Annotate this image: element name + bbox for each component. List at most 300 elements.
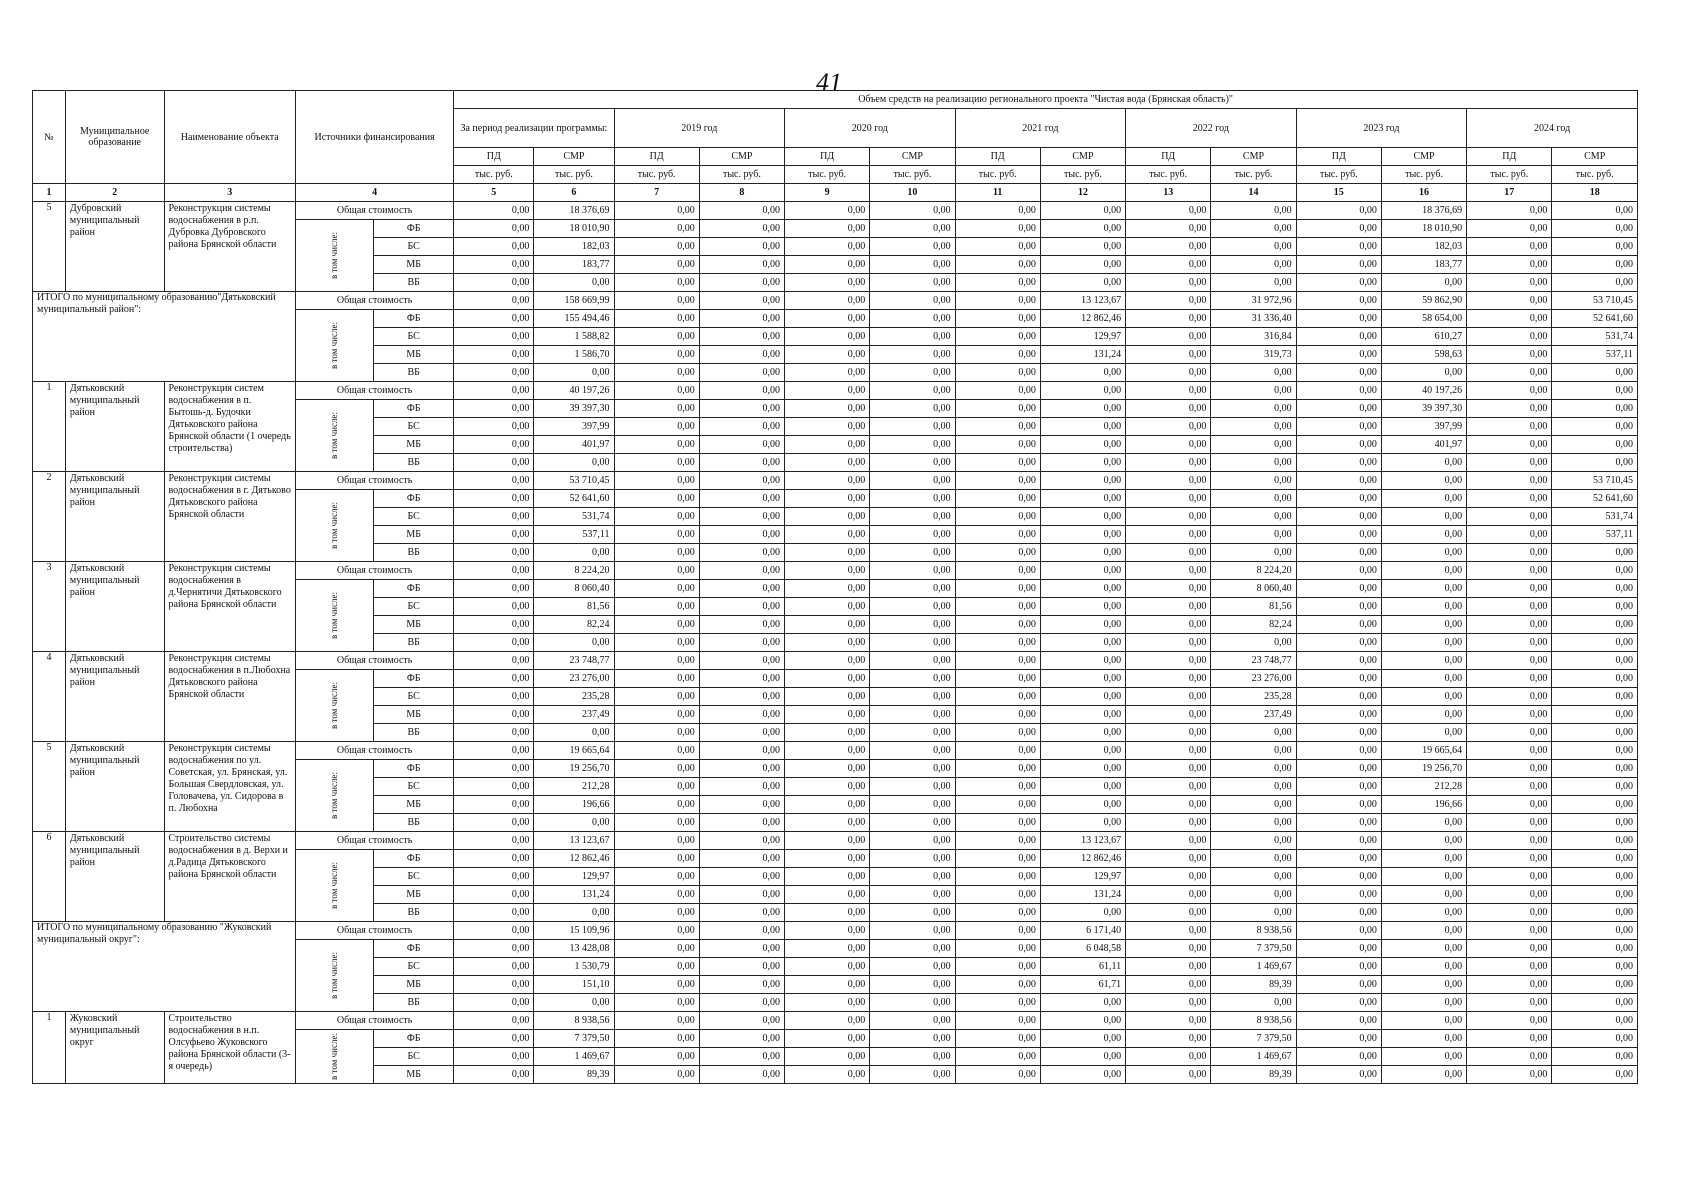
- value-cell: 0,00: [1381, 1066, 1466, 1084]
- value-cell: 0,00: [1467, 310, 1552, 328]
- value-cell: 0,00: [785, 814, 870, 832]
- value-cell: 0,00: [955, 1012, 1040, 1030]
- value-cell: 0,00: [1296, 634, 1381, 652]
- value-cell: 0,00: [699, 922, 784, 940]
- value-cell: 0,00: [1126, 760, 1211, 778]
- value-cell: 0,00: [699, 904, 784, 922]
- value-cell: 0,00: [1211, 220, 1296, 238]
- header-period: 2019 год: [614, 109, 785, 148]
- including-text: в том числе:: [329, 412, 340, 459]
- value-cell: 0,00: [1296, 1048, 1381, 1066]
- value-cell: 0,00: [785, 778, 870, 796]
- value-cell: 0,00: [870, 994, 955, 1012]
- value-cell: 0,00: [955, 544, 1040, 562]
- value-cell: 0,00: [1381, 1012, 1466, 1030]
- value-cell: 39 397,30: [534, 400, 614, 418]
- value-cell: 0,00: [1296, 742, 1381, 760]
- header-smr: СМР: [870, 148, 955, 166]
- value-cell: 0,00: [1126, 544, 1211, 562]
- value-cell: 0,00: [699, 706, 784, 724]
- value-cell: 0,00: [1126, 472, 1211, 490]
- value-cell: 0,00: [1552, 256, 1638, 274]
- value-cell: 0,00: [454, 220, 534, 238]
- value-cell: 0,00: [1467, 814, 1552, 832]
- value-cell: 0,00: [955, 958, 1040, 976]
- value-cell: 0,00: [1381, 958, 1466, 976]
- value-cell: 0,00: [1552, 850, 1638, 868]
- header-pd: ПД: [1296, 148, 1381, 166]
- value-cell: 212,28: [1381, 778, 1466, 796]
- value-cell: 0,00: [870, 832, 955, 850]
- value-cell: 0,00: [1126, 652, 1211, 670]
- value-cell: 0,00: [614, 238, 699, 256]
- value-cell: 0,00: [454, 886, 534, 904]
- value-cell: 0,00: [1552, 670, 1638, 688]
- value-cell: 0,00: [1296, 1012, 1381, 1030]
- value-cell: 0,00: [785, 472, 870, 490]
- value-cell: 0,00: [1040, 274, 1125, 292]
- value-cell: 0,00: [870, 616, 955, 634]
- value-cell: 0,00: [1552, 778, 1638, 796]
- value-cell: 0,00: [870, 1066, 955, 1084]
- value-cell: 59 862,90: [1381, 292, 1466, 310]
- value-cell: 0,00: [454, 310, 534, 328]
- value-cell: 0,00: [454, 562, 534, 580]
- including-text: в том числе:: [329, 1033, 340, 1080]
- source-label: БС: [374, 418, 454, 436]
- source-total-label: Общая стоимость: [296, 292, 454, 310]
- value-cell: 0,00: [1467, 220, 1552, 238]
- value-cell: 0,00: [1126, 328, 1211, 346]
- value-cell: 7 379,50: [1211, 940, 1296, 958]
- table-body: [33, 202, 1638, 1084]
- value-cell: 0,00: [614, 760, 699, 778]
- value-cell: 0,00: [1040, 994, 1125, 1012]
- row-index: 6: [33, 832, 66, 922]
- value-cell: 0,00: [1211, 490, 1296, 508]
- header-pd: ПД: [955, 148, 1040, 166]
- value-cell: 0,00: [1296, 202, 1381, 220]
- value-cell: 0,00: [1381, 976, 1466, 994]
- municipality-name: Дятьковский муниципальный район: [65, 832, 164, 922]
- value-cell: 0,00: [955, 580, 1040, 598]
- value-cell: 0,00: [1467, 598, 1552, 616]
- value-cell: 0,00: [1381, 1048, 1466, 1066]
- value-cell: 0,00: [1381, 904, 1466, 922]
- value-cell: 0,00: [614, 616, 699, 634]
- value-cell: 0,00: [870, 436, 955, 454]
- value-cell: 0,00: [785, 940, 870, 958]
- value-cell: 82,24: [1211, 616, 1296, 634]
- value-cell: 0,00: [870, 688, 955, 706]
- header-smr: СМР: [534, 148, 614, 166]
- value-cell: 0,00: [1296, 526, 1381, 544]
- value-cell: 31 972,96: [1211, 292, 1296, 310]
- header-unit: тыс. руб.: [1296, 166, 1381, 184]
- value-cell: 397,99: [534, 418, 614, 436]
- value-cell: 0,00: [1040, 220, 1125, 238]
- value-cell: 0,00: [955, 382, 1040, 400]
- header-no: №: [33, 91, 66, 184]
- header-pd: ПД: [1126, 148, 1211, 166]
- value-cell: 0,00: [785, 1030, 870, 1048]
- value-cell: 0,00: [785, 436, 870, 454]
- value-cell: 0,00: [614, 796, 699, 814]
- value-cell: 0,00: [614, 436, 699, 454]
- value-cell: 0,00: [870, 292, 955, 310]
- value-cell: 0,00: [614, 508, 699, 526]
- value-cell: 0,00: [534, 364, 614, 382]
- source-total-label: Общая стоимость: [296, 472, 454, 490]
- header-col-number: 13: [1126, 184, 1211, 202]
- value-cell: 0,00: [955, 274, 1040, 292]
- value-cell: 0,00: [785, 256, 870, 274]
- value-cell: 0,00: [454, 580, 534, 598]
- header-unit: тыс. руб.: [1040, 166, 1125, 184]
- value-cell: 0,00: [785, 976, 870, 994]
- funding-table: [32, 90, 1638, 1084]
- value-cell: 0,00: [1467, 562, 1552, 580]
- source-label: БС: [374, 868, 454, 886]
- value-cell: 0,00: [955, 346, 1040, 364]
- value-cell: 18 376,69: [534, 202, 614, 220]
- value-cell: 0,00: [1296, 292, 1381, 310]
- source-total-label: Общая стоимость: [296, 742, 454, 760]
- value-cell: 0,00: [454, 256, 534, 274]
- value-cell: 0,00: [1467, 652, 1552, 670]
- value-cell: 0,00: [1296, 220, 1381, 238]
- value-cell: 0,00: [614, 472, 699, 490]
- value-cell: 155 494,46: [534, 310, 614, 328]
- value-cell: 0,00: [870, 760, 955, 778]
- value-cell: 0,00: [454, 832, 534, 850]
- value-cell: 82,24: [534, 616, 614, 634]
- header-col-number: 12: [1040, 184, 1125, 202]
- value-cell: 0,00: [1552, 652, 1638, 670]
- source-label: ФБ: [374, 310, 454, 328]
- value-cell: 0,00: [454, 508, 534, 526]
- value-cell: 0,00: [1552, 760, 1638, 778]
- value-cell: 0,00: [1552, 616, 1638, 634]
- table-row: [33, 742, 1638, 760]
- value-cell: 19 665,64: [534, 742, 614, 760]
- value-cell: 0,00: [785, 634, 870, 652]
- value-cell: 196,66: [1381, 796, 1466, 814]
- value-cell: 0,00: [1211, 994, 1296, 1012]
- value-cell: 6 171,40: [1040, 922, 1125, 940]
- value-cell: 0,00: [1040, 364, 1125, 382]
- value-cell: 0,00: [1467, 670, 1552, 688]
- value-cell: 0,00: [1126, 364, 1211, 382]
- source-label: МБ: [374, 436, 454, 454]
- value-cell: 0,00: [955, 670, 1040, 688]
- value-cell: 0,00: [785, 346, 870, 364]
- value-cell: 0,00: [1040, 904, 1125, 922]
- value-cell: 0,00: [1467, 778, 1552, 796]
- value-cell: 0,00: [1467, 1030, 1552, 1048]
- value-cell: 0,00: [1381, 994, 1466, 1012]
- value-cell: 0,00: [785, 382, 870, 400]
- header-col-number: 15: [1296, 184, 1381, 202]
- value-cell: 0,00: [955, 688, 1040, 706]
- value-cell: 0,00: [1381, 724, 1466, 742]
- value-cell: 0,00: [614, 724, 699, 742]
- value-cell: 0,00: [534, 454, 614, 472]
- value-cell: 0,00: [870, 310, 955, 328]
- value-cell: 0,00: [955, 202, 1040, 220]
- value-cell: 0,00: [955, 454, 1040, 472]
- value-cell: 0,00: [1126, 1048, 1211, 1066]
- value-cell: 8 938,56: [1211, 922, 1296, 940]
- value-cell: 0,00: [1126, 346, 1211, 364]
- value-cell: 129,97: [1040, 868, 1125, 886]
- value-cell: 0,00: [1467, 202, 1552, 220]
- value-cell: 0,00: [1467, 1066, 1552, 1084]
- object-name: Реконструкция системы водоснабжения в п.Любохна Дятьковского района Брянской области: [164, 652, 296, 742]
- value-cell: 0,00: [870, 472, 955, 490]
- value-cell: 0,00: [1040, 436, 1125, 454]
- value-cell: 0,00: [1040, 688, 1125, 706]
- value-cell: 0,00: [1381, 814, 1466, 832]
- value-cell: 0,00: [1126, 382, 1211, 400]
- value-cell: 0,00: [1211, 778, 1296, 796]
- value-cell: 0,00: [454, 346, 534, 364]
- value-cell: 0,00: [1467, 994, 1552, 1012]
- including-text: в том числе:: [329, 682, 340, 729]
- value-cell: 0,00: [1040, 652, 1125, 670]
- total-label: ИТОГО по муниципальному образованию "Жуковский муниципальный округ":: [33, 922, 296, 1012]
- table-header: [33, 91, 1638, 202]
- value-cell: 0,00: [699, 382, 784, 400]
- value-cell: 8 060,40: [534, 580, 614, 598]
- value-cell: 0,00: [1211, 796, 1296, 814]
- value-cell: 183,77: [534, 256, 614, 274]
- value-cell: 23 748,77: [1211, 652, 1296, 670]
- value-cell: 0,00: [699, 472, 784, 490]
- value-cell: 0,00: [454, 958, 534, 976]
- value-cell: 0,00: [785, 958, 870, 976]
- value-cell: 13 428,08: [534, 940, 614, 958]
- source-total-label: Общая стоимость: [296, 1012, 454, 1030]
- value-cell: 0,00: [785, 760, 870, 778]
- value-cell: 0,00: [699, 688, 784, 706]
- value-cell: 0,00: [699, 1012, 784, 1030]
- source-label: БС: [374, 328, 454, 346]
- value-cell: 0,00: [1552, 364, 1638, 382]
- source-label: ФБ: [374, 580, 454, 598]
- value-cell: 0,00: [1296, 310, 1381, 328]
- value-cell: 0,00: [1211, 472, 1296, 490]
- value-cell: 0,00: [1467, 760, 1552, 778]
- value-cell: 0,00: [454, 688, 534, 706]
- value-cell: 12 862,46: [534, 850, 614, 868]
- value-cell: 0,00: [1126, 742, 1211, 760]
- value-cell: 52 641,60: [534, 490, 614, 508]
- value-cell: 0,00: [1296, 256, 1381, 274]
- value-cell: 0,00: [785, 508, 870, 526]
- value-cell: 0,00: [614, 904, 699, 922]
- value-cell: 0,00: [785, 400, 870, 418]
- value-cell: 0,00: [870, 814, 955, 832]
- value-cell: 0,00: [1467, 364, 1552, 382]
- value-cell: 0,00: [614, 994, 699, 1012]
- value-cell: 0,00: [699, 814, 784, 832]
- including-label: [296, 580, 374, 652]
- source-label: МБ: [374, 706, 454, 724]
- value-cell: 0,00: [614, 778, 699, 796]
- value-cell: 0,00: [785, 886, 870, 904]
- value-cell: 0,00: [454, 472, 534, 490]
- value-cell: 0,00: [1296, 670, 1381, 688]
- value-cell: 0,00: [1467, 1012, 1552, 1030]
- value-cell: 0,00: [1381, 634, 1466, 652]
- value-cell: 0,00: [534, 724, 614, 742]
- source-label: ФБ: [374, 670, 454, 688]
- value-cell: 0,00: [614, 256, 699, 274]
- value-cell: 0,00: [955, 886, 1040, 904]
- value-cell: 0,00: [1211, 832, 1296, 850]
- value-cell: 0,00: [785, 724, 870, 742]
- value-cell: 0,00: [870, 940, 955, 958]
- value-cell: 0,00: [1296, 724, 1381, 742]
- value-cell: 0,00: [1040, 472, 1125, 490]
- value-cell: 0,00: [1296, 688, 1381, 706]
- value-cell: 0,00: [699, 652, 784, 670]
- header-unit: тыс. руб.: [870, 166, 955, 184]
- including-text: в том числе:: [329, 232, 340, 279]
- value-cell: 0,00: [614, 1066, 699, 1084]
- value-cell: 0,00: [699, 940, 784, 958]
- value-cell: 0,00: [785, 796, 870, 814]
- source-label: ФБ: [374, 940, 454, 958]
- value-cell: 531,74: [1552, 508, 1638, 526]
- municipality-name: Дятьковский муниципальный район: [65, 382, 164, 472]
- value-cell: 0,00: [1211, 904, 1296, 922]
- value-cell: 316,84: [1211, 328, 1296, 346]
- value-cell: 0,00: [699, 256, 784, 274]
- value-cell: 61,11: [1040, 958, 1125, 976]
- value-cell: 0,00: [1381, 832, 1466, 850]
- value-cell: 0,00: [454, 868, 534, 886]
- header-period: 2023 год: [1296, 109, 1467, 148]
- value-cell: 158 669,99: [534, 292, 614, 310]
- value-cell: 0,00: [1552, 958, 1638, 976]
- header-col-number: 4: [296, 184, 454, 202]
- value-cell: 0,00: [1040, 526, 1125, 544]
- value-cell: 0,00: [454, 760, 534, 778]
- source-label: БС: [374, 508, 454, 526]
- value-cell: 0,00: [1552, 598, 1638, 616]
- value-cell: 0,00: [699, 580, 784, 598]
- including-label: [296, 850, 374, 922]
- value-cell: 0,00: [614, 886, 699, 904]
- value-cell: 0,00: [870, 526, 955, 544]
- header-smr: СМР: [1381, 148, 1466, 166]
- value-cell: 0,00: [1040, 616, 1125, 634]
- value-cell: 0,00: [785, 202, 870, 220]
- value-cell: 0,00: [614, 1012, 699, 1030]
- value-cell: 53 710,45: [534, 472, 614, 490]
- value-cell: 0,00: [1467, 256, 1552, 274]
- including-label: [296, 940, 374, 1012]
- value-cell: 0,00: [785, 310, 870, 328]
- including-label: [296, 760, 374, 832]
- value-cell: 0,00: [454, 724, 534, 742]
- value-cell: 0,00: [955, 742, 1040, 760]
- value-cell: 0,00: [454, 652, 534, 670]
- value-cell: 0,00: [870, 670, 955, 688]
- value-cell: 0,00: [785, 490, 870, 508]
- source-label: ВБ: [374, 994, 454, 1012]
- header-col-number: 1: [33, 184, 66, 202]
- value-cell: 0,00: [614, 202, 699, 220]
- value-cell: 0,00: [1040, 724, 1125, 742]
- value-cell: 0,00: [1296, 868, 1381, 886]
- value-cell: 0,00: [1126, 256, 1211, 274]
- value-cell: 0,00: [1126, 490, 1211, 508]
- municipality-name: Жуковский муниципальный округ: [65, 1012, 164, 1084]
- value-cell: 131,24: [1040, 346, 1125, 364]
- value-cell: 0,00: [870, 256, 955, 274]
- value-cell: 0,00: [1467, 328, 1552, 346]
- value-cell: 0,00: [1467, 922, 1552, 940]
- source-label: ВБ: [374, 724, 454, 742]
- value-cell: 0,00: [1040, 508, 1125, 526]
- value-cell: 0,00: [1211, 238, 1296, 256]
- value-cell: 610,27: [1381, 328, 1466, 346]
- value-cell: 0,00: [1296, 814, 1381, 832]
- value-cell: 0,00: [1126, 220, 1211, 238]
- row-index: 4: [33, 652, 66, 742]
- value-cell: 0,00: [454, 634, 534, 652]
- source-label: БС: [374, 958, 454, 976]
- value-cell: 0,00: [1296, 904, 1381, 922]
- value-cell: 0,00: [1126, 958, 1211, 976]
- source-label: БС: [374, 1048, 454, 1066]
- including-text: в том числе:: [329, 322, 340, 369]
- header-col-number: 9: [785, 184, 870, 202]
- value-cell: 0,00: [1126, 562, 1211, 580]
- value-cell: 0,00: [699, 760, 784, 778]
- value-cell: 1 588,82: [534, 328, 614, 346]
- value-cell: 0,00: [870, 922, 955, 940]
- value-cell: 0,00: [1211, 526, 1296, 544]
- value-cell: 40 197,26: [1381, 382, 1466, 400]
- value-cell: 0,00: [614, 292, 699, 310]
- value-cell: 0,00: [785, 850, 870, 868]
- value-cell: 0,00: [1296, 472, 1381, 490]
- value-cell: 12 862,46: [1040, 310, 1125, 328]
- source-label: МБ: [374, 886, 454, 904]
- value-cell: 0,00: [1552, 1066, 1638, 1084]
- header-col-number: 8: [699, 184, 784, 202]
- value-cell: 0,00: [1552, 454, 1638, 472]
- value-cell: 0,00: [534, 994, 614, 1012]
- value-cell: 0,00: [1126, 940, 1211, 958]
- including-text: в том числе:: [329, 592, 340, 639]
- value-cell: 0,00: [614, 454, 699, 472]
- value-cell: 0,00: [1040, 454, 1125, 472]
- header-col-number: 5: [454, 184, 534, 202]
- source-label: БС: [374, 598, 454, 616]
- value-cell: 0,00: [1126, 886, 1211, 904]
- source-total-label: Общая стоимость: [296, 562, 454, 580]
- object-name: Строительство водоснабжения в н.п. Олсуфьево Жуковского района Брянской области (3-я очередь): [164, 1012, 296, 1084]
- table-row: [33, 1012, 1638, 1030]
- value-cell: 0,00: [1126, 1012, 1211, 1030]
- value-cell: 0,00: [1552, 202, 1638, 220]
- value-cell: 0,00: [1126, 598, 1211, 616]
